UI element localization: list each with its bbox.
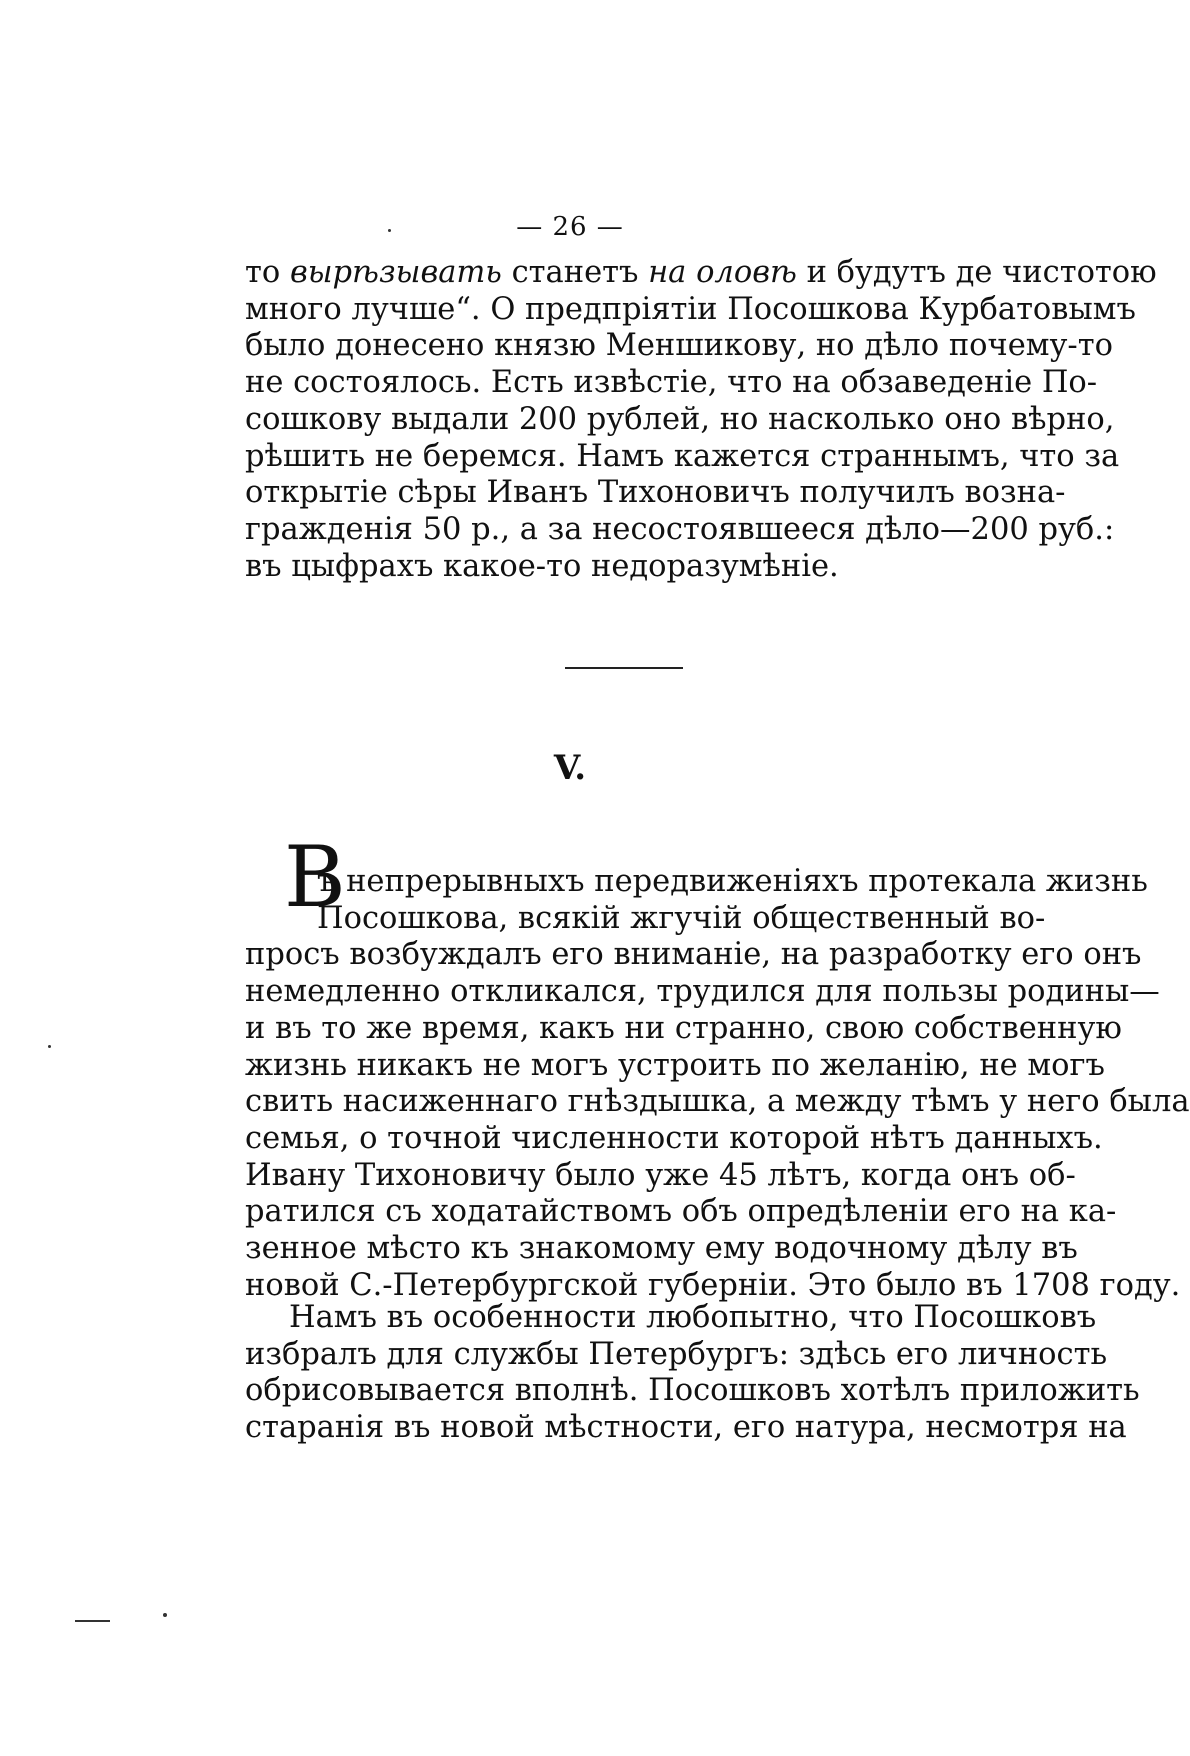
scan-dot-mark: [48, 1045, 51, 1048]
text-line: ратился съ ходатайствомъ объ опредѣленіи его на ка-: [245, 1194, 1117, 1230]
text-line: много лучше“. О предпріятіи Посошкова Курбатовымъ: [245, 291, 1136, 327]
text-line: старанія въ новой мѣстности, его натура, несмотря на: [245, 1410, 1127, 1446]
text-line: гражденія 50 р., а за несостоявшееся дѣло—200 руб.:: [245, 511, 1115, 547]
text-line: Намъ въ особенности любопытно, что Посошковъ: [289, 1300, 1097, 1335]
text-line: въ цыфрахъ какое-то недоразумѣніе.: [245, 548, 839, 584]
scan-dot-mark: [163, 1613, 167, 1617]
text-line: немедленно откликался, трудился для пользы родины—: [245, 974, 1160, 1010]
text-span: то: [245, 255, 290, 290]
text-line: и въ то же время, какъ ни странно, свою собственную: [245, 1010, 1122, 1046]
page-number: — 26 —: [516, 212, 624, 242]
text-line: не состоялось. Есть извѣстіе, что на обзаведеніе По-: [245, 365, 1098, 401]
text-line: новой С.-Петербургской губерніи. Это было въ 1708 году.: [245, 1267, 1181, 1303]
scan-dot-mark: [388, 229, 391, 232]
text-line: рѣшить не беремся. Намъ кажется страннымъ, что за: [245, 438, 1120, 474]
text-span: станетъ: [501, 255, 649, 290]
second-paragraph: [245, 1300, 1140, 1447]
text-line: семья, о точной численности которой нѣтъ данныхъ.: [245, 1120, 1103, 1156]
top-paragraph: [245, 255, 1157, 585]
text-span: и будутъ де чистотою: [796, 255, 1157, 290]
text-line: было донесено князю Меншикову, но дѣло почему-то: [245, 328, 1113, 364]
scan-dash-mark: [75, 1620, 110, 1622]
italic-word: вырѣзывать: [289, 255, 502, 290]
text-line: [245, 255, 1157, 292]
text-line: свить насиженнаго гнѣздышка, а между тѣмъ у него была: [245, 1084, 1190, 1120]
text-line: ъ непрерывныхъ передвиженіяхъ протекала жизнь: [317, 864, 1148, 899]
section-divider: [565, 667, 683, 669]
text-line: Ивану Тихоновичу было уже 45 лѣтъ, когда онъ об-: [245, 1157, 1076, 1193]
text-line: Посошкова, всякій жгучій общественный во-: [317, 900, 1046, 936]
section-paragraph: [245, 864, 1190, 1304]
drop-cap: В: [284, 828, 346, 926]
chapter-heading: V.: [553, 748, 587, 788]
text-line: зенное мѣсто къ знакомому ему водочному дѣлу въ: [245, 1231, 1078, 1267]
text-line: сошкову выдали 200 рублей, но насколько оно вѣрно,: [245, 401, 1115, 437]
text-line: обрисовывается вполнѣ. Посошковъ хотѣлъ приложить: [245, 1373, 1140, 1409]
text-line: открытіе сѣры Иванъ Тихоновичъ получилъ возна-: [245, 475, 1066, 511]
text-line: жизнь никакъ не могъ устроить по желанію, не могъ: [245, 1047, 1105, 1083]
italic-word: на оловѣ: [648, 255, 797, 290]
text-line: просъ возбуждалъ его вниманіе, на разработку его онъ: [245, 937, 1142, 973]
text-line: избралъ для службы Петербургъ: здѣсь его личность: [245, 1336, 1108, 1372]
